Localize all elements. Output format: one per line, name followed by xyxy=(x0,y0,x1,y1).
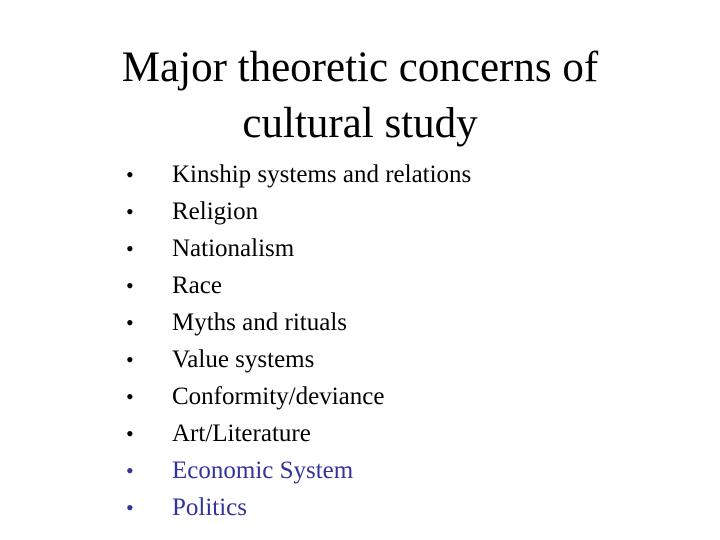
list-item-text: Art/Literature xyxy=(172,420,311,447)
slide-title xyxy=(0,40,720,152)
list-item-text: Religion xyxy=(172,198,259,225)
list-item-text: Conformity/deviance xyxy=(172,383,385,410)
list-item-text: Value systems xyxy=(172,346,315,373)
bullet-icon: • xyxy=(126,273,134,298)
bullet-icon: • xyxy=(126,310,134,335)
slide-title-line-2: cultural study xyxy=(242,100,478,147)
bullet-icon: • xyxy=(126,384,134,409)
bullet-icon: • xyxy=(126,199,134,224)
list-item-text: Politics xyxy=(172,494,248,521)
bullet-icon: • xyxy=(126,458,134,483)
list-item-text: Myths and rituals xyxy=(172,309,347,336)
list-item-text: Kinship systems and relations xyxy=(172,161,472,188)
bullet-icon: • xyxy=(126,347,134,372)
slide-title-line-1: Major theoretic concerns of xyxy=(121,44,599,91)
list-item-text: Race xyxy=(172,272,222,299)
bullet-icon: • xyxy=(126,236,134,261)
bullet-icon: • xyxy=(126,495,134,520)
list-item-text: Nationalism xyxy=(172,235,295,262)
bullet-icon: • xyxy=(126,421,134,446)
bullet-icon: • xyxy=(126,162,134,187)
list-item-text: Economic System xyxy=(172,457,354,484)
